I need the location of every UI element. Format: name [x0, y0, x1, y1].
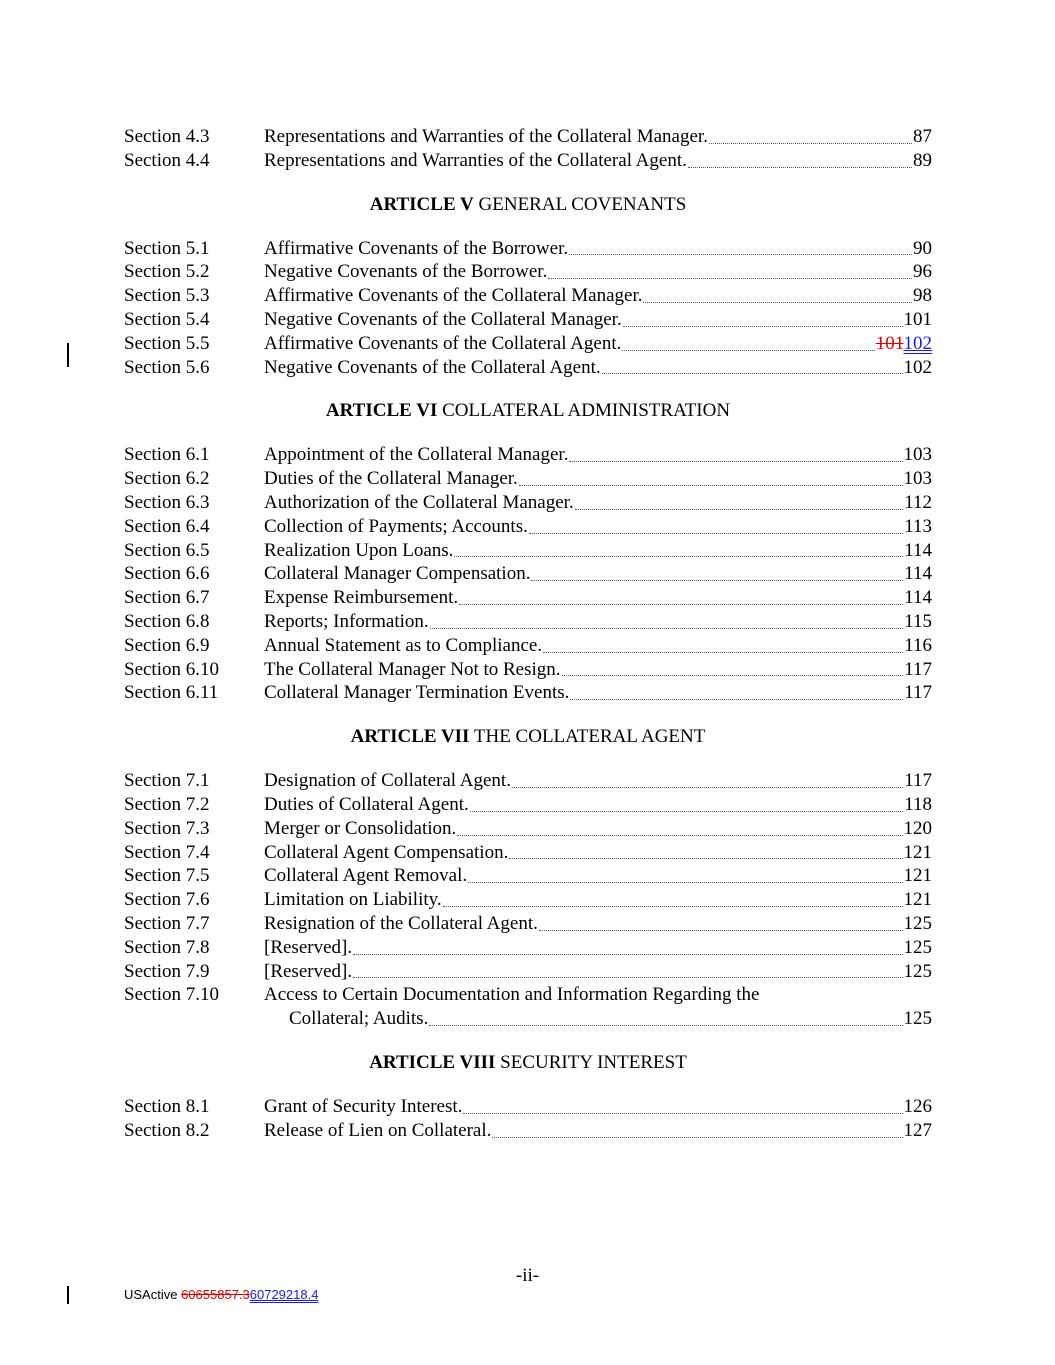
inserted-page-number[interactable]: 102 — [903, 332, 932, 354]
page-number: 121 — [903, 841, 932, 863]
dot-leader — [539, 930, 903, 931]
toc-entry[interactable] — [124, 491, 932, 515]
section-number: Section 7.8 — [124, 936, 210, 958]
section-number: Section 6.5 — [124, 539, 210, 561]
page-number: 125 — [903, 936, 932, 958]
section-number: Section 5.4 — [124, 308, 210, 330]
dot-leader — [430, 628, 904, 629]
toc-entry[interactable] — [124, 332, 932, 356]
section-title: Authorization of the Collateral Manager. — [264, 491, 574, 513]
section-number: Section 6.11 — [124, 682, 219, 704]
dot-leader — [454, 556, 903, 557]
article-heading — [124, 1051, 932, 1075]
page-number: 114 — [904, 563, 932, 585]
section-title: Duties of the Collateral Manager. — [264, 468, 518, 490]
section-number: Section 6.6 — [124, 563, 210, 585]
section-number: Section 8.2 — [124, 1119, 210, 1141]
section-number: Section 7.3 — [124, 817, 210, 839]
page-number: 125 — [903, 1008, 932, 1030]
toc-entry[interactable] — [124, 1119, 932, 1143]
toc-entry[interactable] — [124, 515, 932, 539]
article-heading — [124, 399, 932, 423]
page-number: 116 — [904, 634, 932, 656]
dot-leader — [468, 882, 902, 883]
section-title: Reports; Information. — [264, 610, 429, 632]
article-label: ARTICLE VI — [325, 400, 438, 422]
dot-leader — [509, 858, 902, 859]
toc-entry[interactable] — [124, 681, 932, 705]
page-number: 125 — [903, 960, 932, 982]
section-number: Section 5.2 — [124, 261, 210, 283]
dot-leader — [512, 787, 903, 788]
article-label: ARTICLE VIII — [369, 1051, 496, 1073]
section-number: Section 7.4 — [124, 841, 210, 863]
dot-leader — [562, 675, 904, 676]
page-number: 113 — [904, 515, 932, 537]
page-number: 96 — [913, 261, 932, 283]
toc-entry[interactable] — [124, 983, 932, 1007]
dot-leader — [643, 302, 912, 303]
page-number: 121 — [903, 865, 932, 887]
section-title: Designation of Collateral Agent. — [264, 770, 511, 792]
dot-leader — [463, 1113, 902, 1114]
article-label: ARTICLE V — [369, 193, 474, 215]
section-number: Section 6.8 — [124, 610, 210, 632]
section-number: Section 7.2 — [124, 793, 210, 815]
page-number: 118 — [904, 793, 932, 815]
toc-entry[interactable] — [124, 308, 932, 332]
section-title: Negative Covenants of the Collateral Manager. — [264, 308, 622, 330]
section-title: Representations and Warranties of the Collateral Agent. — [264, 149, 687, 171]
dot-leader — [470, 811, 903, 812]
section-title: Realization Upon Loans. — [264, 539, 454, 561]
section-title: Negative Covenants of the Borrower. — [264, 261, 548, 283]
toc-entry[interactable] — [124, 769, 932, 793]
section-title: Appointment of the Collateral Manager. — [264, 444, 569, 466]
page-number: 98 — [913, 285, 932, 307]
section-title: Annual Statement as to Compliance. — [264, 634, 543, 656]
dot-leader — [548, 278, 912, 279]
page-number: 121 — [903, 889, 932, 911]
toc-entry-continuation[interactable] — [124, 1007, 932, 1031]
section-number: Section 6.10 — [124, 658, 219, 680]
page-number: 117 — [904, 658, 932, 680]
dot-leader — [353, 954, 902, 955]
section-number: Section 6.1 — [124, 444, 210, 466]
page-number: 115 — [904, 610, 932, 632]
page-number: 125 — [903, 912, 932, 934]
page-number: 117 — [904, 682, 932, 704]
section-title: Access to Certain Documentation and Information Regarding the — [264, 984, 760, 1006]
section-title: Limitation on Liability. — [264, 889, 442, 911]
page-number: 89 — [913, 149, 932, 171]
toc-entry[interactable] — [124, 260, 932, 284]
change-bar — [67, 1286, 69, 1304]
section-title: [Reserved]. — [264, 960, 353, 982]
dot-leader — [443, 906, 903, 907]
section-number: Section 6.4 — [124, 515, 210, 537]
section-number: Section 7.6 — [124, 889, 210, 911]
section-title: Merger or Consolidation. — [264, 817, 457, 839]
deleted-doc-id: 60655857.3 — [181, 1287, 250, 1302]
section-number: Section 5.6 — [124, 356, 210, 378]
section-title: Collateral Manager Compensation. — [264, 563, 531, 585]
article-title: THE COLLATERAL AGENT — [473, 726, 706, 748]
section-number: Section 7.7 — [124, 912, 210, 934]
section-title: Collateral Agent Compensation. — [264, 841, 509, 863]
toc-entry[interactable] — [124, 864, 932, 888]
page-number: 103 — [903, 468, 932, 490]
section-title: Collection of Payments; Accounts. — [264, 515, 528, 537]
article-title: GENERAL COVENANTS — [478, 193, 687, 215]
page-number: 127 — [903, 1119, 932, 1141]
page-number: 87 — [913, 126, 932, 147]
page-number: 90 — [913, 237, 932, 259]
page-number: 101 — [903, 308, 932, 330]
toc-entry[interactable] — [124, 634, 932, 658]
section-number: Section 7.1 — [124, 770, 210, 792]
toc-entry[interactable] — [124, 149, 932, 173]
section-title: Collateral Agent Removal. — [264, 865, 468, 887]
dot-leader — [543, 652, 903, 653]
section-number: Section 6.7 — [124, 587, 210, 609]
toc-entry[interactable] — [124, 1095, 932, 1119]
change-bar — [67, 343, 69, 367]
section-title: Duties of Collateral Agent. — [264, 793, 469, 815]
toc-entry[interactable] — [124, 539, 932, 563]
page-number: 114 — [904, 539, 932, 561]
dot-leader — [519, 485, 903, 486]
page-number: 112 — [904, 491, 932, 513]
section-title: Affirmative Covenants of the Borrower. — [264, 237, 569, 259]
section-number: Section 7.5 — [124, 865, 210, 887]
dot-leader — [529, 533, 903, 534]
section-number: Section 5.1 — [124, 237, 210, 259]
section-title: The Collateral Manager Not to Resign. — [264, 658, 561, 680]
dot-leader — [429, 1025, 902, 1026]
dot-leader — [457, 835, 902, 836]
document-id — [124, 1287, 318, 1302]
page-number-revision — [876, 332, 932, 356]
section-title: Affirmative Covenants of the Collateral Manager. — [264, 285, 643, 307]
section-title: Release of Lien on Collateral. — [264, 1119, 492, 1141]
section-title: Expense Reimbursement. — [264, 587, 459, 609]
toc-entry[interactable] — [124, 443, 932, 467]
toc-entry[interactable] — [124, 237, 932, 261]
dot-leader — [623, 326, 903, 327]
section-number: Section 5.3 — [124, 285, 210, 307]
toc-entry[interactable] — [124, 888, 932, 912]
dot-leader — [709, 143, 912, 144]
page-number: 103 — [903, 444, 932, 466]
section-title: Negative Covenants of the Collateral Agent. — [264, 356, 601, 378]
page-number: 102 — [903, 356, 932, 378]
section-number: Section 6.2 — [124, 468, 210, 490]
section-number: Section 4.3 — [124, 126, 210, 147]
dot-leader — [602, 373, 903, 374]
toc-entry[interactable] — [124, 658, 932, 682]
page-number: 120 — [903, 817, 932, 839]
toc-entry[interactable] — [124, 125, 932, 149]
toc-entry[interactable] — [124, 610, 932, 634]
page-number: 117 — [904, 770, 932, 792]
dot-leader — [688, 167, 912, 168]
table-of-contents — [124, 125, 932, 1143]
article-title: COLLATERAL ADMINISTRATION — [442, 400, 731, 422]
dot-leader — [353, 977, 902, 978]
section-number: Section 4.4 — [124, 149, 210, 171]
toc-entry[interactable] — [124, 817, 932, 841]
article-heading — [124, 725, 932, 749]
toc-entry[interactable] — [124, 467, 932, 491]
dot-leader — [570, 699, 903, 700]
dot-leader — [575, 509, 903, 510]
toc-entry[interactable] — [124, 356, 932, 380]
toc-entry[interactable] — [124, 841, 932, 865]
toc-entry[interactable] — [124, 936, 932, 960]
section-title: Grant of Security Interest. — [264, 1095, 463, 1117]
toc-entry[interactable] — [124, 562, 932, 586]
page-number: 114 — [904, 587, 932, 609]
dot-leader — [569, 461, 902, 462]
article-heading — [124, 193, 932, 217]
doc-prefix: USActive — [124, 1287, 182, 1302]
deleted-page-number: 101 — [875, 332, 904, 354]
section-title: [Reserved]. — [264, 936, 353, 958]
toc-entry[interactable] — [124, 284, 932, 308]
section-number: Section 7.10 — [124, 984, 219, 1006]
section-title: Representations and Warranties of the Collateral Manager. — [264, 126, 708, 147]
toc-entry[interactable] — [124, 912, 932, 936]
dot-leader — [622, 350, 874, 351]
dot-leader — [531, 580, 903, 581]
dot-leader — [569, 254, 912, 255]
section-number: Section 6.3 — [124, 491, 210, 513]
section-title-continued: Collateral; Audits. — [289, 1008, 429, 1030]
dot-leader — [492, 1137, 902, 1138]
section-number: Section 6.9 — [124, 634, 210, 656]
section-title: Resignation of the Collateral Agent. — [264, 912, 538, 934]
inserted-doc-id[interactable]: 60729218.4 — [249, 1287, 319, 1302]
page-number: 126 — [903, 1095, 932, 1117]
section-title: Affirmative Covenants of the Collateral Agent. — [264, 332, 622, 354]
page-number-footer: -ii- — [515, 1265, 540, 1286]
toc-entry[interactable] — [124, 960, 932, 984]
section-title: Collateral Manager Termination Events. — [264, 682, 570, 704]
article-title: SECURITY INTEREST — [500, 1051, 687, 1073]
toc-entry[interactable] — [124, 586, 932, 610]
section-number: Section 8.1 — [124, 1095, 210, 1117]
article-label: ARTICLE VII — [350, 726, 470, 748]
section-number: Section 5.5 — [124, 332, 210, 354]
section-number: Section 7.9 — [124, 960, 210, 982]
toc-entry[interactable] — [124, 793, 932, 817]
dot-leader — [459, 604, 903, 605]
